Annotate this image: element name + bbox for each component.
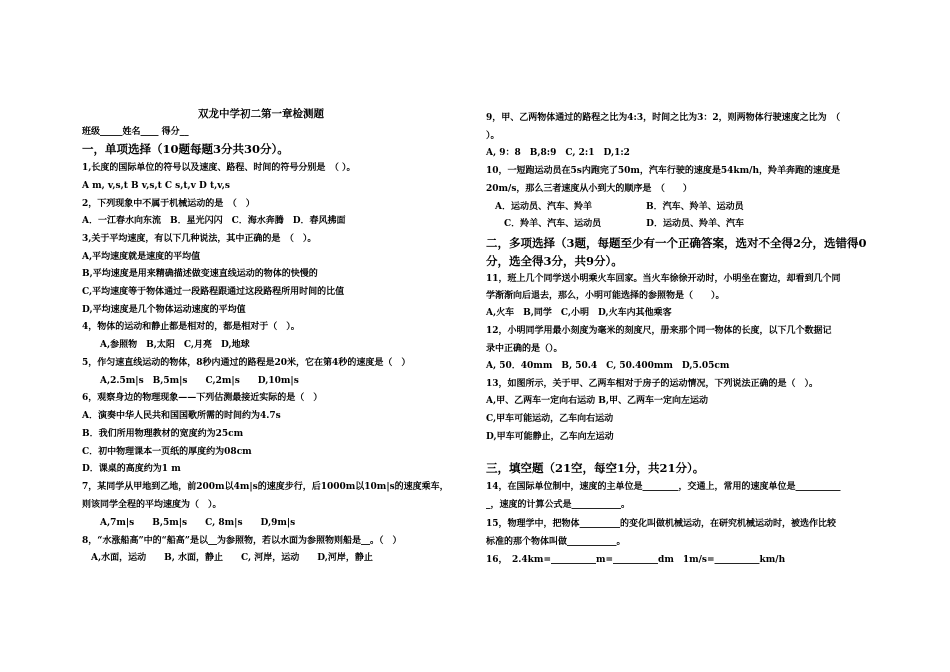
left-line-11: A,参照物 B,太阳 C,月亮 D,地球 bbox=[82, 340, 250, 350]
right-line-22: 15，物理学中，把物体_________的变化叫做机械运动，在研究机械运动时，被选作比较 bbox=[486, 519, 837, 529]
left-line-4: A．一江春水向东流 B．星光闪闪 C．海水奔腾 D．春风拂面 bbox=[82, 216, 346, 226]
right-line-11: A,火车 B,同学 C,小明 D,火车内其他乘客 bbox=[486, 308, 672, 318]
right-line-10: 学渐渐向后退去，那么，小明可能选择的参照物是（ ）。 bbox=[486, 291, 725, 301]
right-line-8: 分，选全得3分，共9分）。 bbox=[486, 254, 623, 268]
left-line-13: A,2.5m|s B,5m|s C,2m|s D,10m|s bbox=[82, 376, 299, 386]
left-line-18: D．课桌的高度约为1 m bbox=[82, 464, 181, 474]
left-line-22: 8，“水涨船高”中的“船高”是以__为参照物，若以水面为参照物则船是__。（ ） bbox=[82, 536, 402, 546]
right-line-13: 录中正确的是（）。 bbox=[486, 344, 563, 354]
left-line-19: 7，某同学从甲地到乙地，前200m以4m|s的速度步行，后1000m以10m|s的速度乘车， bbox=[82, 482, 449, 492]
student-info-line: 班级_____姓名____ 得分__ bbox=[82, 127, 189, 137]
right-line-17: C,甲车可能运动，乙车向右运动 bbox=[486, 414, 614, 424]
left-line-2: A m, v,s,t B v,s,t C s,t,v D t,v,s bbox=[82, 181, 230, 191]
right-line-15: 13，如图所示，关于甲、乙两车相对于房子的运动情况，下列说法正确的是（ ）。 bbox=[486, 379, 819, 389]
right-line-5: A．运动员、汽车、羚羊 B．汽车、羚羊、运动员 bbox=[486, 202, 744, 212]
left-line-6: A,平均速度就是速度的平均值 bbox=[82, 252, 201, 262]
right-line-19: 三，填空题（21空，每空1分，共21分）。 bbox=[486, 461, 705, 475]
left-line-14: 6，观察身边的物理现象——下列估测最接近实际的是（ ） bbox=[82, 393, 323, 403]
right-line-7: 二，多项选择（3题，每题至少有一个正确答案，选对不全得2分，选错得0 bbox=[486, 236, 867, 250]
left-line-21: A,7m|s B,5m|s C, 8m|s D,9m|s bbox=[82, 518, 296, 528]
right-line-16: A,甲、乙两车一定向右运动 B,甲、乙两车一定向左运动 bbox=[486, 396, 708, 406]
left-line-1: 1,长度的国际单位的符号以及速度、路程、时间的符号分别是 （ ）。 bbox=[82, 163, 356, 173]
left-line-10: 4，物体的运动和静止都是相对的，都是相对于（ ）。 bbox=[82, 322, 300, 332]
exam-title: 双龙中学初二第一章检测题 bbox=[198, 108, 324, 120]
right-line-1: ）。 bbox=[486, 131, 500, 141]
right-line-4: 20m/s，那么三者速度从小到大的顺序是 （ ） bbox=[486, 184, 692, 194]
right-line-21: _，速度的计算公式是___________。 bbox=[486, 500, 631, 510]
left-line-12: 5，作匀速直线运动的物体，8秒内通过的路程是20米，它在第4秒的速度是（ ） bbox=[82, 358, 411, 368]
left-line-7: B,平均速度是用来精确描述做变速直线运动的物体的快慢的 bbox=[82, 269, 318, 279]
right-line-0: 9，甲、乙两物体通过的路程之比为4:3，时间之比为3：2，则两物体行驶速度之比为 （ bbox=[486, 113, 841, 123]
right-line-6: C．羚羊、汽车、运动员 D．运动员、羚羊、汽车 bbox=[486, 219, 744, 229]
left-line-23: A,水面，运动 B, 水面，静止 C, 河岸，运动 D,河岸，静止 bbox=[82, 553, 373, 563]
left-line-3: 2，下列现象中不属于机械运动的是 （ ） bbox=[82, 199, 255, 209]
right-line-14: A, 50．40mm B, 50.4 C, 50.400mm D,5.05cm bbox=[486, 361, 730, 371]
left-line-17: C．初中物理课本一页纸的厚度约为08cm bbox=[82, 447, 252, 457]
left-line-20: 则该同学全程的平均速度为（ ）。 bbox=[82, 500, 222, 510]
left-line-8: C,平均速度等于物体通过一段路程跟通过这段路程所用时间的比值 bbox=[82, 287, 345, 297]
left-line-16: B．我们所用物理教材的宽度约为25cm bbox=[82, 429, 244, 439]
right-line-3: 10，一短跑运动员在5s内跑完了50m，汽车行驶的速度是54km/h，羚羊奔跑的速度是 bbox=[486, 166, 841, 176]
left-line-15: A．演奏中华人民共和国国歌所需的时间约为4.7s bbox=[82, 411, 281, 421]
right-line-9: 11，班上几个同学送小明乘火车回家。当火车徐徐开动时，小明坐在窗边，却看到几个同 bbox=[486, 274, 841, 284]
right-line-12: 12，小明同学用最小刻度为毫米的刻度尺，册来那个同一物体的长度，以下几个数据记 bbox=[486, 326, 832, 336]
right-line-18: D,甲车可能静止，乙车向左运动 bbox=[486, 432, 614, 442]
left-line-9: D,平均速度是几个物体运动速度的平均值 bbox=[82, 305, 246, 315]
right-line-24: 16， 2.4km=__________m=__________dm 1m/s=__________km/h bbox=[486, 555, 786, 565]
right-line-23: 标准的那个物体叫做___________。 bbox=[486, 537, 626, 547]
left-line-5: 3,关于平均速度，有以下几种说法，其中正确的是 （ ）。 bbox=[82, 234, 317, 244]
left-line-0: 一，单项选择（10题每题3分共30分）。 bbox=[82, 142, 289, 156]
right-line-2: A, 9：8 B,8:9 C, 2:1 D,1:2 bbox=[486, 148, 630, 158]
right-line-20: 14，在国际单位制中，速度的主单位是________，交通上，常用的速度单位是__________ bbox=[486, 482, 841, 492]
